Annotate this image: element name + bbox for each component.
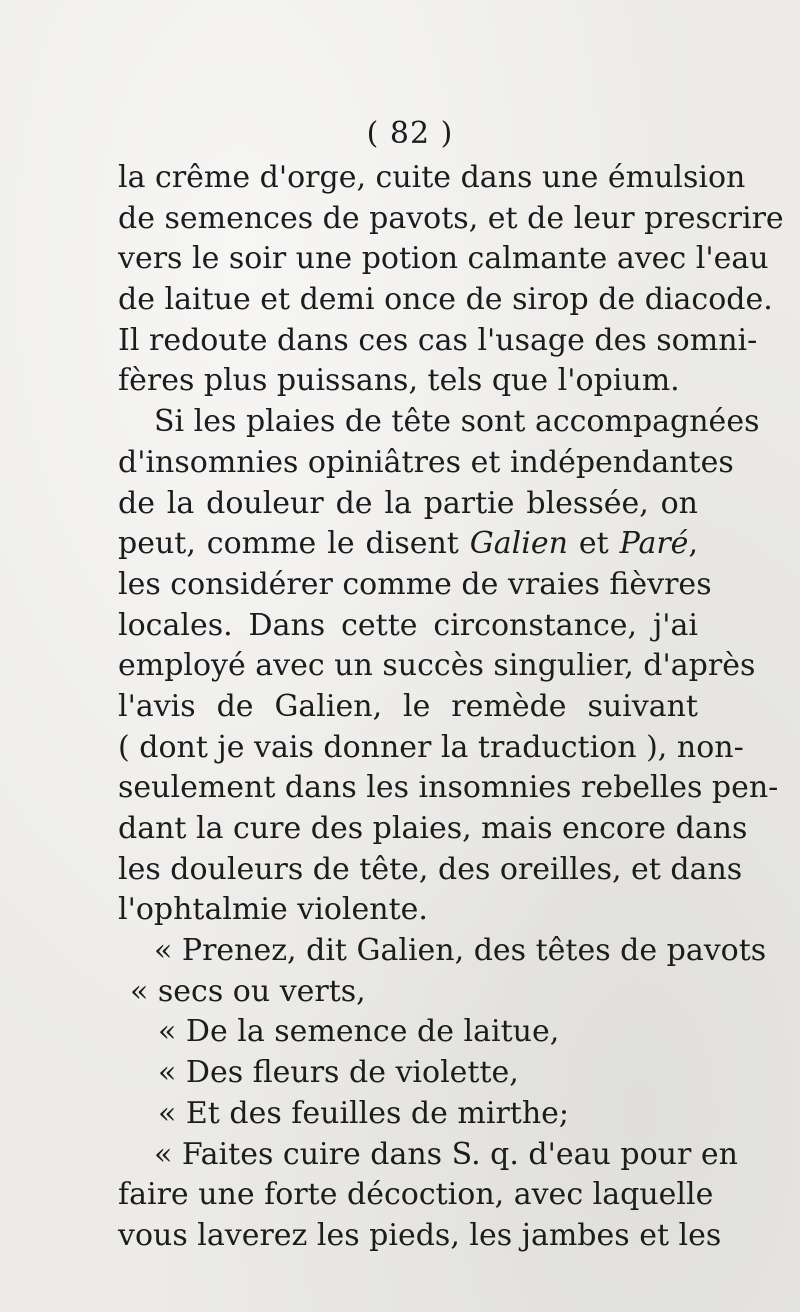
text-line: « secs ou verts,	[130, 973, 366, 1009]
text-line: vous laverez les pieds, les jambes et les	[118, 1217, 722, 1253]
text-line: de la douleur de la partie blessée, on	[118, 485, 698, 521]
text-line: l'avis de Galien, le remède suivant	[118, 688, 698, 724]
text-line: fères plus puissans, tels que l'opium.	[118, 363, 680, 399]
text-line: Si les plaies de tête sont accompagnées	[154, 404, 760, 440]
text-fragment: peut, comme le disent	[118, 526, 459, 562]
text-line: employé avec un succès singulier, d'après	[118, 648, 756, 684]
text-line: de semences de pavots, et de leur prescrire	[118, 200, 784, 236]
text-line: faire une forte décoction, avec laquelle	[118, 1177, 714, 1213]
text-line: l'ophtalmie violente.	[118, 892, 428, 928]
text-fragment: ,	[688, 526, 698, 562]
text-line: ( dont je vais donner la traduction ), non-	[118, 729, 744, 765]
text-line: « Et des feuilles de mirthe;	[158, 1095, 570, 1131]
text-line: « Prenez, dit Galien, des têtes de pavots	[154, 933, 767, 969]
text-line: dant la cure des plaies, mais encore dans	[118, 811, 748, 846]
text-line: Il redoute dans ces cas l'usage des somni-	[118, 322, 758, 358]
text-line: les douleurs de tête, des oreilles, et dans	[118, 851, 743, 887]
text-fragment: et	[578, 526, 609, 562]
italic-name-galien: Galien	[469, 526, 568, 562]
text-line: d'insomnies opiniâtres et indépendantes	[118, 444, 734, 480]
text-line: « Faites cuire dans S. q. d'eau pour en	[154, 1136, 738, 1172]
body-text	[118, 158, 784, 1257]
text-line: locales. Dans cette circonstance, j'ai	[118, 607, 698, 643]
text-line: seulement dans les insomnies rebelles pen-	[118, 770, 779, 806]
text-line	[118, 524, 698, 565]
text-line: vers le soir une potion calmante avec l'eau	[118, 241, 769, 277]
text-line: de laitue et demi once de sirop de diacode.	[118, 282, 773, 318]
text-line: les considérer comme de vraies fièvres	[118, 566, 712, 602]
text-line: la crême d'orge, cuite dans une émulsion	[118, 160, 746, 195]
text-line: « Des fleurs de violette,	[158, 1055, 519, 1091]
page-number: ( 82 )	[366, 116, 454, 151]
italic-name-pare: Paré	[619, 526, 689, 562]
text-line: « De la semence de laitue,	[158, 1014, 560, 1050]
